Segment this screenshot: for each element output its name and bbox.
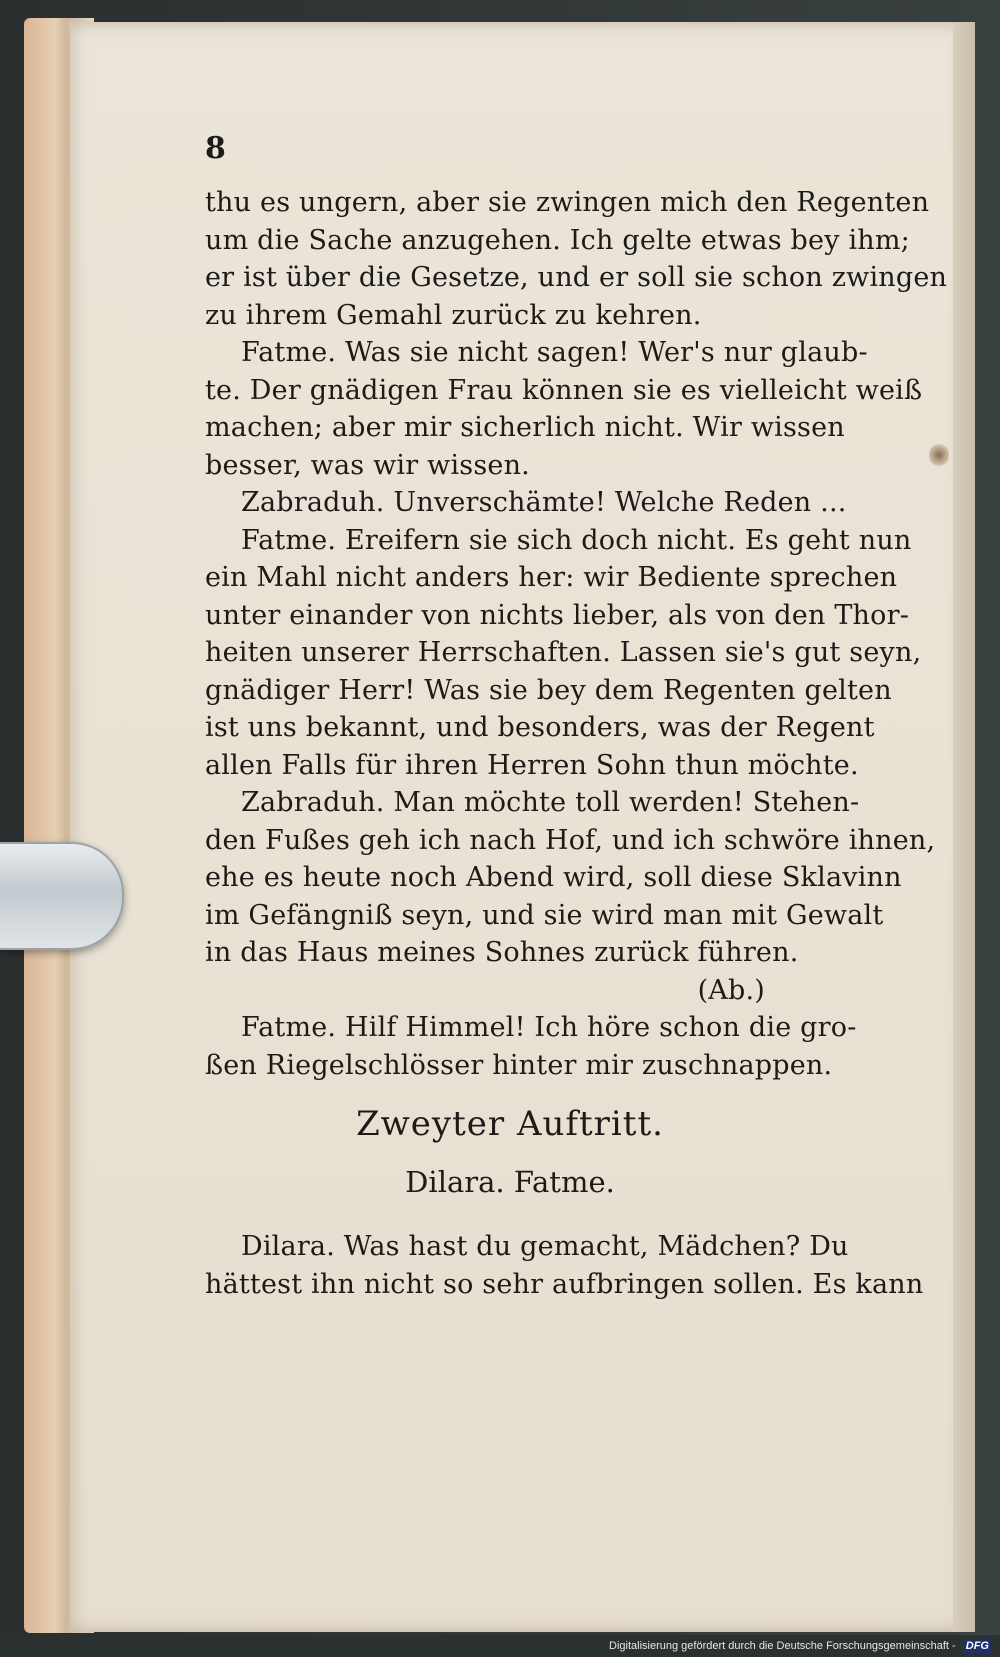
scene-characters: Dilara. Fatme. — [405, 1165, 615, 1199]
text-line: Zabraduh. Man möchte toll werden! Stehen- — [241, 787, 860, 818]
paragraph-1 — [205, 184, 948, 334]
text-line: Fatme. Hilf Himmel! Ich höre schon die gro- — [241, 1012, 857, 1043]
text-line: im Gefängniß seyn, und sie wird man mit Gewalt — [205, 899, 884, 931]
page-text — [205, 130, 948, 1303]
digitization-footer — [0, 1635, 1000, 1657]
text-line: thu es ungern, aber sie zwingen mich den Regenten — [205, 187, 930, 218]
footer-text: Digitalisierung gefördert durch die Deutsche Forschungsgemeinschaft - — [609, 1640, 956, 1652]
paragraph-4 — [205, 522, 922, 785]
text-line: den Fußes geh ich nach Hof, und ich schwöre ihnen, — [205, 824, 936, 856]
text-line: machen; aber mir sicherlich nicht. Wir wissen — [205, 412, 845, 443]
text-line: besser, was wir wissen. — [205, 449, 530, 481]
text-line: ein Mahl nicht anders her: wir Bediente sprechen — [205, 562, 898, 593]
page-stain — [929, 442, 949, 468]
dfg-logo: DFG — [963, 1639, 992, 1653]
text-line: er ist über die Gesetze, und er soll sie schon zwingen — [205, 262, 948, 293]
paragraph-7 — [205, 1228, 924, 1303]
text-line: ehe es heute noch Abend wird, soll diese Sklavinn — [205, 862, 902, 893]
paragraph-6 — [205, 1009, 857, 1084]
text-line: Fatme. Was sie nicht sagen! Wer's nur glaub- — [241, 337, 868, 368]
page-number: 8 — [205, 131, 226, 166]
page-clip — [0, 842, 124, 950]
text-line: um die Sache anzugehen. Ich gelte etwas bey ihm; — [205, 224, 910, 256]
paragraph-2 — [205, 334, 923, 484]
text-line: in das Haus meines Sohnes zurück führen. — [205, 937, 799, 968]
text-line: Dilara. Was hast du gemacht, Mädchen? Du — [241, 1231, 849, 1262]
text-line: heiten unserer Herrschaften. Lassen sie's gut seyn, — [205, 637, 922, 668]
paragraph-5 — [205, 784, 936, 1009]
stage-direction: (Ab.) — [697, 974, 765, 1006]
text-line: zu ihrem Gemahl zurück zu kehren. — [205, 299, 702, 331]
scene-heading: Zweyter Auftritt. — [356, 1104, 664, 1144]
text-line: gnädiger Herr! Was sie bey dem Regenten gelten — [205, 674, 892, 706]
text-line: te. Der gnädigen Frau können sie es vielleicht weiß — [205, 374, 923, 406]
text-line: allen Falls für ihren Herren Sohn thun möchte. — [205, 749, 859, 781]
text-line: Fatme. Ereifern sie sich doch nicht. Es geht nun — [241, 524, 912, 556]
text-line: ßen Riegelschlösser hinter mir zuschnappen. — [205, 1049, 833, 1081]
paragraph-3 — [205, 484, 847, 522]
page-gutter-shadow — [953, 22, 975, 1632]
text-line: hättest ihn nicht so sehr aufbringen sollen. Es kann — [205, 1268, 924, 1300]
text-line: ist uns bekannt, und besonders, was der Regent — [205, 712, 875, 743]
text-line: unter einander von nichts lieber, als von den Thor- — [205, 599, 910, 631]
text-line: Zabraduh. Unverschämte! Welche Reden ... — [241, 487, 847, 518]
